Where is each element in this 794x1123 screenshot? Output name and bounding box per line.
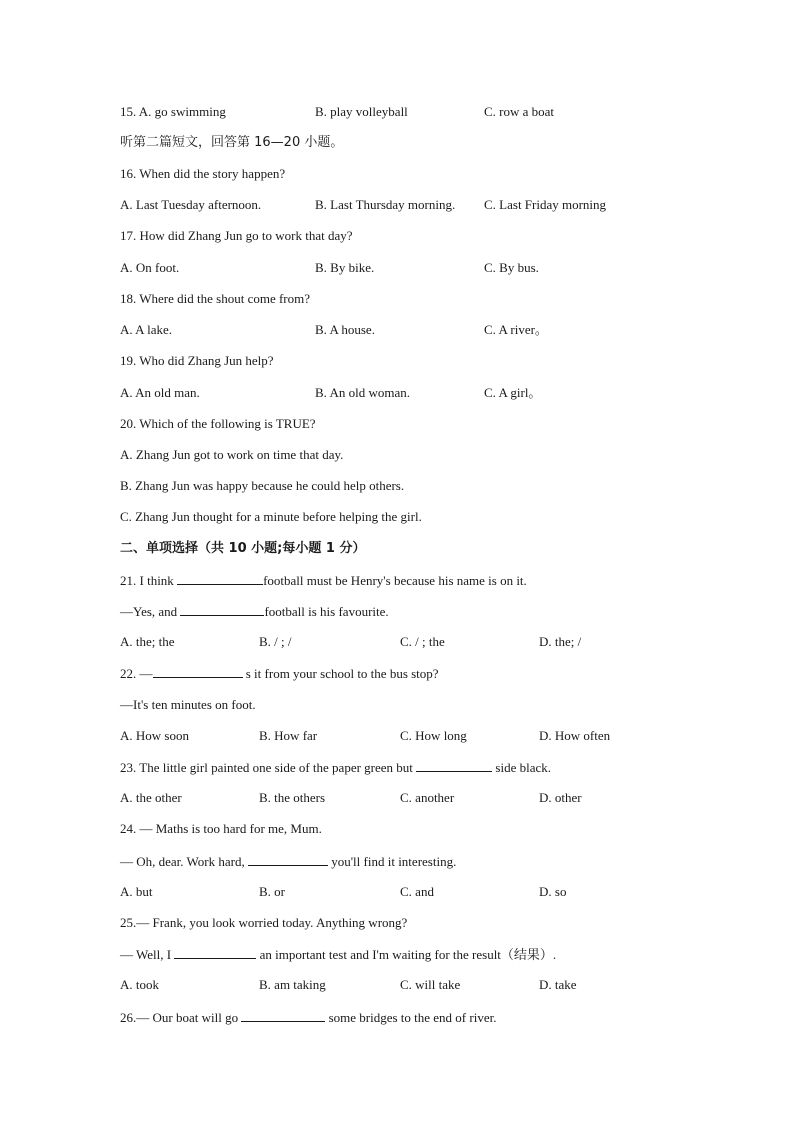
q24-s2-post: you'll find it interesting. xyxy=(327,854,457,869)
q18-option-b: B. A house. xyxy=(315,322,375,337)
q21-blank-2 xyxy=(180,602,264,616)
q23-option-d: D. other xyxy=(539,790,582,805)
q19-option-a: A. An old man. xyxy=(120,385,200,400)
q22-blank xyxy=(153,664,243,678)
q19-stem: 19. Who did Zhang Jun help? xyxy=(120,353,274,368)
q26-sentence-1 xyxy=(120,1008,496,1027)
q22-option-a: A. How soon xyxy=(120,728,189,743)
q25-s2-post: an important test and I'm waiting for the result（结果）. xyxy=(256,947,557,962)
q18-option-c: C. A river。 xyxy=(484,322,548,337)
q21-s1-pre: 21. I think xyxy=(120,573,178,588)
q21-option-a: A. the; the xyxy=(120,634,175,649)
q23-blank xyxy=(416,758,492,772)
q20-option-b: B. Zhang Jun was happy because he could help others. xyxy=(120,478,405,493)
q21-s2-pre: —Yes, and xyxy=(120,604,181,619)
passage2-instruction: 听第二篇短文，回答第 16—20 小题。 xyxy=(120,135,344,150)
q17-stem: 17. How did Zhang Jun go to work that day? xyxy=(120,228,353,243)
q19-option-c: C. A girl。 xyxy=(484,385,542,400)
q22-option-d: D. How often xyxy=(539,728,611,743)
q24-s2-pre: — Oh, dear. Work hard, xyxy=(120,854,248,869)
q22-option-c: C. How long xyxy=(400,728,467,743)
q21-option-d: D. the; / xyxy=(539,634,582,649)
q21-option-b: B. / ; / xyxy=(259,634,292,649)
q19-option-b: B. An old woman. xyxy=(315,385,410,400)
q22-sentence-2: —It's ten minutes on foot. xyxy=(120,697,256,712)
q26-s1-pre: 26.— Our boat will go xyxy=(120,1010,242,1025)
q21-sentence-1 xyxy=(120,571,527,590)
q22-sentence-1 xyxy=(120,664,439,683)
q25-sentence-1: 25.— Frank, you look worried today. Anything wrong? xyxy=(120,915,408,930)
q16-option-b: B. Last Thursday morning. xyxy=(315,197,456,212)
q21-blank-1 xyxy=(177,571,263,585)
q23-option-c: C. another xyxy=(400,790,455,805)
q15-option-a: 15. A. go swimming xyxy=(120,104,226,119)
q24-option-c: C. and xyxy=(400,884,434,899)
q17-option-a: A. On foot. xyxy=(120,260,180,275)
q25-option-d: D. take xyxy=(539,977,577,992)
q15-option-b: B. play volleyball xyxy=(315,104,408,119)
q23-sentence-1 xyxy=(120,758,551,777)
q16-stem: 16. When did the story happen? xyxy=(120,166,286,181)
q22-option-b: B. How far xyxy=(259,728,318,743)
q25-option-c: C. will take xyxy=(400,977,461,992)
q16-option-c: C. Last Friday morning xyxy=(484,197,607,212)
q24-blank xyxy=(248,852,328,866)
q16-option-a: A. Last Tuesday afternoon. xyxy=(120,197,262,212)
q24-option-a: A. but xyxy=(120,884,153,899)
q25-option-a: A. took xyxy=(120,977,159,992)
q24-sentence-2 xyxy=(120,852,456,871)
q25-sentence-2 xyxy=(120,945,556,964)
q26-blank xyxy=(241,1008,325,1022)
q17-option-b: B. By bike. xyxy=(315,260,375,275)
q22-s1-post: s it from your school to the bus stop? xyxy=(242,666,439,681)
q25-s2-pre: — Well, I xyxy=(120,947,175,962)
q21-s1-post: football must be Henry's because his name is on it. xyxy=(263,573,527,588)
q23-s1-post: side black. xyxy=(492,760,551,775)
q24-option-d: D. so xyxy=(539,884,567,899)
q20-stem: 20. Which of the following is TRUE? xyxy=(120,416,316,431)
q23-s1-pre: 23. The little girl painted one side of the paper green but xyxy=(120,760,417,775)
q23-option-b: B. the others xyxy=(259,790,326,805)
q20-option-c: C. Zhang Jun thought for a minute before helping the girl. xyxy=(120,509,422,524)
q21-s2-post: football is his favourite. xyxy=(264,604,389,619)
section2-title: 二、单项选择（共 10 小题;每小题 1 分） xyxy=(120,541,366,556)
q20-option-a: A. Zhang Jun got to work on time that day. xyxy=(120,447,344,462)
q17-option-c: C. By bus. xyxy=(484,260,539,275)
q22-s1-pre: 22. — xyxy=(120,666,153,681)
q21-option-c: C. / ; the xyxy=(400,634,445,649)
q21-sentence-2 xyxy=(120,602,389,621)
q18-stem: 18. Where did the shout come from? xyxy=(120,291,311,306)
q15-option-c: C. row a boat xyxy=(484,104,555,119)
q24-option-b: B. or xyxy=(259,884,285,899)
q24-sentence-1: 24. — Maths is too hard for me, Mum. xyxy=(120,821,322,836)
q25-blank xyxy=(174,945,256,959)
q25-option-b: B. am taking xyxy=(259,977,326,992)
q26-s1-post: some bridges to the end of river. xyxy=(325,1010,497,1025)
q18-option-a: A. A lake. xyxy=(120,322,172,337)
q23-option-a: A. the other xyxy=(120,790,182,805)
